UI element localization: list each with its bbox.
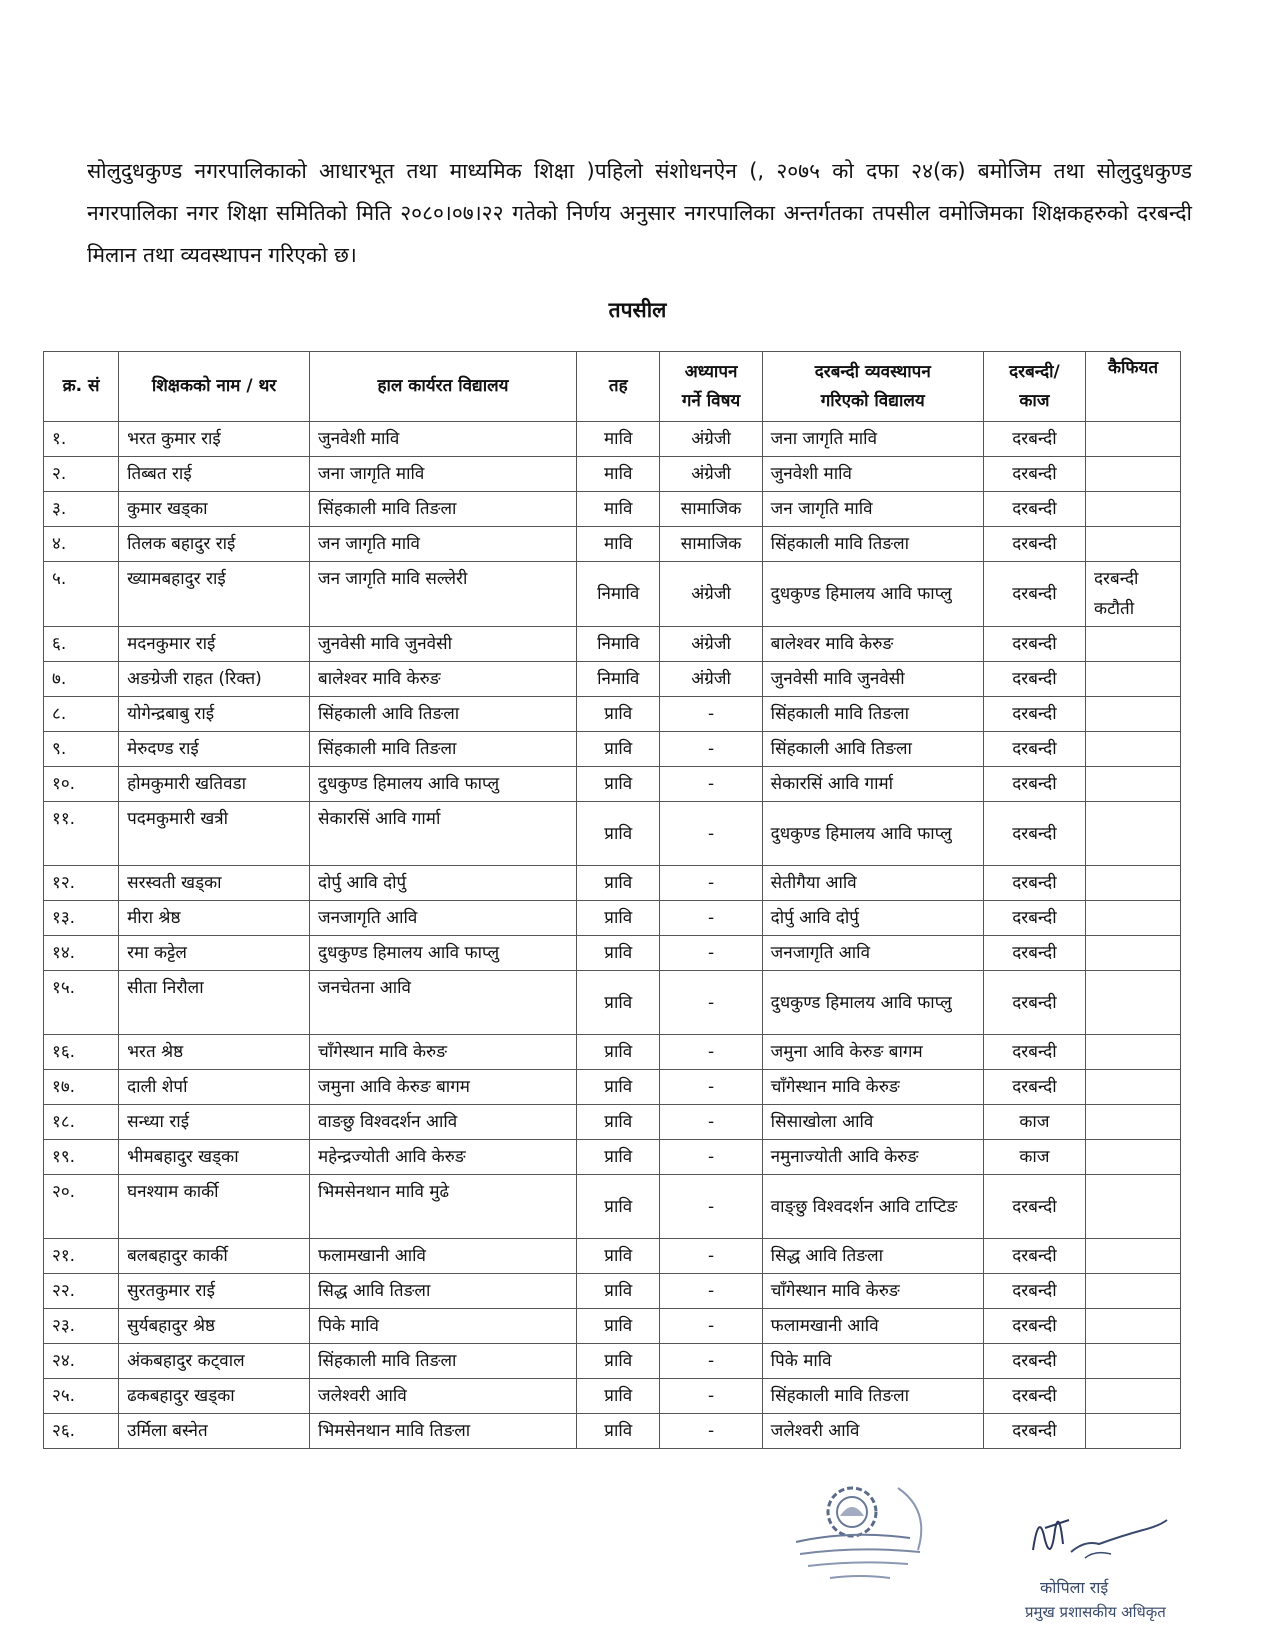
cell-remark — [1086, 901, 1181, 936]
header-post-line1: दरबन्दी/ — [1009, 361, 1060, 382]
cell-remark — [1086, 527, 1181, 562]
cell-subject: अंग्रेजी — [660, 457, 762, 492]
header-level: तह — [577, 352, 660, 422]
intro-paragraph: सोलुदुधकुण्ड नगरपालिकाको आधारभूत तथा माध्यमिक शिक्षा )पहिलो संशोधनऐन (, २०७५ को दफा २४(क) बमोजिम तथा सोलुदुधकुण्ड नगरपालिका नगर शिक्षा समितिको मिति २०८०।०७।२२ गतेको निर्णय अनुसार नगरपालिका अन्तर्गतका तपसील वमोजिमका शिक्षकहरुको दरबन्दी मिलान तथा व्यवस्थापन गरिएको छ। — [87, 159, 1192, 267]
table-header-row — [44, 352, 1181, 422]
cell-name: होमकुमारी खतिवडा — [119, 767, 310, 802]
cell-remark — [1086, 971, 1181, 1035]
header-post — [983, 352, 1085, 422]
table-row — [44, 662, 1181, 697]
cell-remark — [1086, 767, 1181, 802]
cell-new-school: जन जागृति मावि — [762, 492, 983, 527]
cell-remark — [1086, 1274, 1181, 1309]
header-post-line2: काज — [1019, 390, 1050, 411]
cell-post: दरबन्दी — [983, 1414, 1085, 1449]
table-row — [44, 1105, 1181, 1140]
cell-current-school: चाँगेस्थान मावि केरुङ — [309, 1035, 576, 1070]
cell-post: काज — [983, 1140, 1085, 1175]
cell-post: दरबन्दी — [983, 422, 1085, 457]
cell-sn: २५. — [44, 1379, 119, 1414]
cell-current-school: जमुना आवि केरुङ बागम — [309, 1070, 576, 1105]
table-body — [44, 422, 1181, 1449]
signatory-title: प्रमुख प्रशासकीय अधिकृत — [1025, 1603, 1166, 1621]
table-row — [44, 936, 1181, 971]
cell-subject: - — [660, 1379, 762, 1414]
cell-new-school: सिद्ध आवि तिङला — [762, 1239, 983, 1274]
header-subject-line1: अध्यापन — [684, 361, 738, 382]
cell-name: सीता निरौला — [119, 971, 310, 1035]
cell-remark — [1086, 1414, 1181, 1449]
cell-subject: - — [660, 1309, 762, 1344]
table-row — [44, 492, 1181, 527]
cell-level: मावि — [577, 492, 660, 527]
cell-current-school: जन जागृति मावि सल्लेरी — [309, 562, 576, 627]
cell-current-school: जना जागृति मावि — [309, 457, 576, 492]
cell-level: प्रावि — [577, 1309, 660, 1344]
cell-name: पदमकुमारी खत्री — [119, 802, 310, 866]
cell-sn: ३. — [44, 492, 119, 527]
cell-sn: १२. — [44, 866, 119, 901]
cell-new-school: दुधकुण्ड हिमालय आवि फाप्लु — [762, 971, 983, 1035]
cell-post: दरबन्दी — [983, 767, 1085, 802]
cell-post: दरबन्दी — [983, 627, 1085, 662]
table-row — [44, 1344, 1181, 1379]
cell-post: दरबन्दी — [983, 1035, 1085, 1070]
cell-post: दरबन्दी — [983, 732, 1085, 767]
cell-new-school: सिंहकाली मावि तिङला — [762, 1379, 983, 1414]
cell-post: दरबन्दी — [983, 457, 1085, 492]
cell-subject: - — [660, 767, 762, 802]
cell-sn: १६. — [44, 1035, 119, 1070]
header-subject — [660, 352, 762, 422]
cell-level: मावि — [577, 527, 660, 562]
cell-subject: - — [660, 732, 762, 767]
cell-post: दरबन्दी — [983, 527, 1085, 562]
table-row — [44, 1070, 1181, 1105]
cell-remark — [1086, 1239, 1181, 1274]
cell-current-school: फलामखानी आवि — [309, 1239, 576, 1274]
cell-current-school: जुनवेशी मावि — [309, 422, 576, 457]
cell-subject: अंग्रेजी — [660, 562, 762, 627]
cell-sn: २४. — [44, 1344, 119, 1379]
cell-subject: - — [660, 1239, 762, 1274]
cell-new-school: सेकारसिं आवि गार्मा — [762, 767, 983, 802]
cell-sn: ५. — [44, 562, 119, 627]
cell-subject: सामाजिक — [660, 527, 762, 562]
cell-level: प्रावि — [577, 971, 660, 1035]
cell-current-school: दुधकुण्ड हिमालय आवि फाप्लु — [309, 936, 576, 971]
cell-name: सुर्यबहादुर श्रेष्ठ — [119, 1309, 310, 1344]
cell-current-school: जनचेतना आवि — [309, 971, 576, 1035]
cell-post: दरबन्दी — [983, 562, 1085, 627]
cell-subject: - — [660, 1140, 762, 1175]
cell-post: दरबन्दी — [983, 802, 1085, 866]
cell-sn: ८. — [44, 697, 119, 732]
cell-new-school: सिंहकाली आवि तिङला — [762, 732, 983, 767]
cell-sn: १८. — [44, 1105, 119, 1140]
cell-current-school: सिंहकाली मावि तिङला — [309, 492, 576, 527]
cell-subject: - — [660, 936, 762, 971]
cell-post: दरबन्दी — [983, 1070, 1085, 1105]
cell-sn: १७. — [44, 1070, 119, 1105]
cell-subject: सामाजिक — [660, 492, 762, 527]
cell-current-school: वाङछु विश्वदर्शन आवि — [309, 1105, 576, 1140]
cell-sn: १४. — [44, 936, 119, 971]
cell-post: दरबन्दी — [983, 492, 1085, 527]
cell-sn: २. — [44, 457, 119, 492]
cell-level: प्रावि — [577, 1414, 660, 1449]
cell-level: प्रावि — [577, 936, 660, 971]
header-current-school: हाल कार्यरत विद्यालय — [309, 352, 576, 422]
cell-level: प्रावि — [577, 1140, 660, 1175]
cell-sn: २०. — [44, 1175, 119, 1239]
cell-current-school: जनजागृति आवि — [309, 901, 576, 936]
cell-level: प्रावि — [577, 866, 660, 901]
cell-current-school: सेकारसिं आवि गार्मा — [309, 802, 576, 866]
cell-name: मदनकुमार राई — [119, 627, 310, 662]
cell-new-school: बालेश्वर मावि केरुङ — [762, 627, 983, 662]
header-new-school — [762, 352, 983, 422]
cell-new-school: सिंहकाली मावि तिङला — [762, 697, 983, 732]
cell-remark — [1086, 627, 1181, 662]
cell-post: दरबन्दी — [983, 1239, 1085, 1274]
cell-new-school: चाँगेस्थान मावि केरुङ — [762, 1070, 983, 1105]
cell-current-school: सिंहकाली मावि तिङला — [309, 732, 576, 767]
cell-name: ढकबहादुर खड्का — [119, 1379, 310, 1414]
cell-name: अंकबहादुर कट्वाल — [119, 1344, 310, 1379]
cell-current-school: सिंहकाली आवि तिङला — [309, 697, 576, 732]
cell-remark — [1086, 457, 1181, 492]
cell-subject: - — [660, 1035, 762, 1070]
table-row — [44, 1309, 1181, 1344]
cell-current-school: पिके मावि — [309, 1309, 576, 1344]
cell-post: दरबन्दी — [983, 936, 1085, 971]
header-new-school-line2: गरिएको विद्यालय — [820, 390, 925, 411]
cell-current-school: दुधकुण्ड हिमालय आवि फाप्लु — [309, 767, 576, 802]
cell-new-school: नमुनाज्योती आवि केरुङ — [762, 1140, 983, 1175]
cell-remark — [1086, 1140, 1181, 1175]
cell-remark — [1086, 732, 1181, 767]
cell-subject: - — [660, 1070, 762, 1105]
cell-sn: २३. — [44, 1309, 119, 1344]
cell-subject: - — [660, 971, 762, 1035]
cell-subject: अंग्रेजी — [660, 627, 762, 662]
cell-subject: - — [660, 1175, 762, 1239]
cell-post: दरबन्दी — [983, 1379, 1085, 1414]
cell-post: दरबन्दी — [983, 1344, 1085, 1379]
cell-level: प्रावि — [577, 1239, 660, 1274]
cell-name: कुमार खड्का — [119, 492, 310, 527]
cell-subject: - — [660, 1414, 762, 1449]
cell-level: निमावि — [577, 662, 660, 697]
cell-current-school: जन जागृति मावि — [309, 527, 576, 562]
cell-remark — [1086, 1035, 1181, 1070]
cell-post: दरबन्दी — [983, 662, 1085, 697]
cell-name: सुरतकुमार राई — [119, 1274, 310, 1309]
cell-new-school: दुधकुण्ड हिमालय आवि फाप्लु — [762, 802, 983, 866]
cell-level: मावि — [577, 422, 660, 457]
cell-level: प्रावि — [577, 1175, 660, 1239]
cell-name: भीमबहादुर खड्का — [119, 1140, 310, 1175]
table-row — [44, 1140, 1181, 1175]
cell-level: निमावि — [577, 627, 660, 662]
cell-sn: १९. — [44, 1140, 119, 1175]
cell-post: काज — [983, 1105, 1085, 1140]
cell-level: प्रावि — [577, 1344, 660, 1379]
cell-remark — [1086, 1344, 1181, 1379]
cell-remark — [1086, 697, 1181, 732]
table-row — [44, 562, 1181, 627]
cell-post: दरबन्दी — [983, 901, 1085, 936]
cell-name: मीरा श्रेष्ठ — [119, 901, 310, 936]
official-seal — [790, 1480, 952, 1592]
cell-new-school: जमुना आवि केरुङ बागम — [762, 1035, 983, 1070]
cell-post: दरबन्दी — [983, 971, 1085, 1035]
cell-new-school: जना जागृति मावि — [762, 422, 983, 457]
cell-subject: - — [660, 866, 762, 901]
cell-current-school: दोर्पु आवि दोर्पु — [309, 866, 576, 901]
cell-name: सन्ध्या राई — [119, 1105, 310, 1140]
teacher-table — [43, 351, 1181, 1449]
table-row — [44, 1274, 1181, 1309]
cell-sn: २२. — [44, 1274, 119, 1309]
table-row — [44, 457, 1181, 492]
cell-current-school: भिमसेनथान मावि मुढे — [309, 1175, 576, 1239]
cell-name: भरत कुमार राई — [119, 422, 310, 457]
cell-remark — [1086, 492, 1181, 527]
cell-new-school: जनजागृति आवि — [762, 936, 983, 971]
cell-current-school: महेन्द्रज्योती आवि केरुङ — [309, 1140, 576, 1175]
table-row — [44, 802, 1181, 866]
cell-sn: २६. — [44, 1414, 119, 1449]
table-row — [44, 1379, 1181, 1414]
table-row — [44, 866, 1181, 901]
cell-post: दरबन्दी — [983, 1175, 1085, 1239]
header-name: शिक्षकको नाम / थर — [119, 352, 310, 422]
cell-level: मावि — [577, 457, 660, 492]
cell-new-school: जलेश्वरी आवि — [762, 1414, 983, 1449]
cell-level: प्रावि — [577, 767, 660, 802]
cell-level: प्रावि — [577, 1379, 660, 1414]
cell-name: बलबहादुर कार्की — [119, 1239, 310, 1274]
cell-remark — [1086, 936, 1181, 971]
cell-level: प्रावि — [577, 732, 660, 767]
cell-sn: २१. — [44, 1239, 119, 1274]
cell-name: घनश्याम कार्की — [119, 1175, 310, 1239]
header-remarks: कैफियत — [1086, 352, 1181, 422]
table-row — [44, 422, 1181, 457]
cell-subject: अंग्रेजी — [660, 662, 762, 697]
cell-name: मेरुदण्ड राई — [119, 732, 310, 767]
cell-current-school: सिद्ध आवि तिङला — [309, 1274, 576, 1309]
cell-subject: - — [660, 1344, 762, 1379]
cell-name: ख्यामबहादुर राई — [119, 562, 310, 627]
cell-level: निमावि — [577, 562, 660, 627]
cell-sn: ११. — [44, 802, 119, 866]
cell-new-school: सेतीगैया आवि — [762, 866, 983, 901]
cell-level: प्रावि — [577, 697, 660, 732]
cell-subject: - — [660, 901, 762, 936]
cell-new-school: जुनवेसी मावि जुनवेसी — [762, 662, 983, 697]
cell-sn: ४. — [44, 527, 119, 562]
cell-post: दरबन्दी — [983, 697, 1085, 732]
cell-remark: दरबन्दी कटौती — [1086, 562, 1181, 627]
table-row — [44, 697, 1181, 732]
table-row — [44, 901, 1181, 936]
cell-name: अङग्रेजी राहत (रिक्त) — [119, 662, 310, 697]
cell-remark — [1086, 1175, 1181, 1239]
cell-new-school: चाँगेस्थान मावि केरुङ — [762, 1274, 983, 1309]
cell-name: भरत श्रेष्ठ — [119, 1035, 310, 1070]
cell-name: तिब्बत राई — [119, 457, 310, 492]
cell-new-school: सिसाखोला आवि — [762, 1105, 983, 1140]
cell-sn: ७. — [44, 662, 119, 697]
cell-level: प्रावि — [577, 1035, 660, 1070]
cell-new-school: जुनवेशी मावि — [762, 457, 983, 492]
cell-new-school: फलामखानी आवि — [762, 1309, 983, 1344]
cell-name: उर्मिला बस्नेत — [119, 1414, 310, 1449]
cell-sn: १०. — [44, 767, 119, 802]
cell-current-school: भिमसेनथान मावि तिङला — [309, 1414, 576, 1449]
cell-post: दरबन्दी — [983, 1274, 1085, 1309]
cell-new-school: पिके मावि — [762, 1344, 983, 1379]
cell-current-school: सिंहकाली मावि तिङला — [309, 1344, 576, 1379]
cell-subject: - — [660, 697, 762, 732]
table-row — [44, 527, 1181, 562]
cell-sn: १. — [44, 422, 119, 457]
table-row — [44, 627, 1181, 662]
cell-name: सरस्वती खड्का — [119, 866, 310, 901]
cell-remark — [1086, 1309, 1181, 1344]
cell-new-school: दुधकुण्ड हिमालय आवि फाप्लु — [762, 562, 983, 627]
cell-remark — [1086, 1379, 1181, 1414]
cell-sn: १५. — [44, 971, 119, 1035]
cell-current-school: जुनवेसी मावि जुनवेसी — [309, 627, 576, 662]
table-row — [44, 1035, 1181, 1070]
cell-level: प्रावि — [577, 901, 660, 936]
header-sn: क्र. सं — [44, 352, 119, 422]
cell-name: योगेन्द्रबाबु राई — [119, 697, 310, 732]
cell-remark — [1086, 866, 1181, 901]
table-row — [44, 1414, 1181, 1449]
table-row — [44, 732, 1181, 767]
cell-new-school: सिंहकाली मावि तिङला — [762, 527, 983, 562]
cell-sn: १३. — [44, 901, 119, 936]
handwritten-signature — [1025, 1500, 1175, 1570]
signatory-name: कोपिला राई — [1040, 1578, 1109, 1597]
cell-sn: ९. — [44, 732, 119, 767]
cell-subject: - — [660, 1274, 762, 1309]
cell-remark — [1086, 1070, 1181, 1105]
table-heading: तपसील — [608, 298, 667, 322]
cell-level: प्रावि — [577, 802, 660, 866]
cell-name: रमा कट्टेल — [119, 936, 310, 971]
cell-remark — [1086, 802, 1181, 866]
cell-remark — [1086, 662, 1181, 697]
cell-name: तिलक बहादुर राई — [119, 527, 310, 562]
cell-new-school: दोर्पु आवि दोर्पु — [762, 901, 983, 936]
cell-new-school: वाङ्छु विश्वदर्शन आवि टाप्टिङ — [762, 1175, 983, 1239]
header-new-school-line1: दरबन्दी व्यवस्थापन — [814, 361, 931, 382]
header-subject-line2: गर्ने विषय — [681, 390, 741, 411]
cell-subject: अंग्रेजी — [660, 422, 762, 457]
cell-subject: - — [660, 802, 762, 866]
cell-subject: - — [660, 1105, 762, 1140]
cell-remark — [1086, 422, 1181, 457]
cell-level: प्रावि — [577, 1274, 660, 1309]
table-row — [44, 767, 1181, 802]
table-row — [44, 971, 1181, 1035]
cell-level: प्रावि — [577, 1105, 660, 1140]
cell-remark — [1086, 1105, 1181, 1140]
cell-current-school: जलेश्वरी आवि — [309, 1379, 576, 1414]
table-row — [44, 1239, 1181, 1274]
cell-sn: ६. — [44, 627, 119, 662]
cell-post: दरबन्दी — [983, 866, 1085, 901]
cell-name: दाली शेर्पा — [119, 1070, 310, 1105]
cell-level: प्रावि — [577, 1070, 660, 1105]
cell-post: दरबन्दी — [983, 1309, 1085, 1344]
cell-current-school: बालेश्वर मावि केरुङ — [309, 662, 576, 697]
table-row — [44, 1175, 1181, 1239]
